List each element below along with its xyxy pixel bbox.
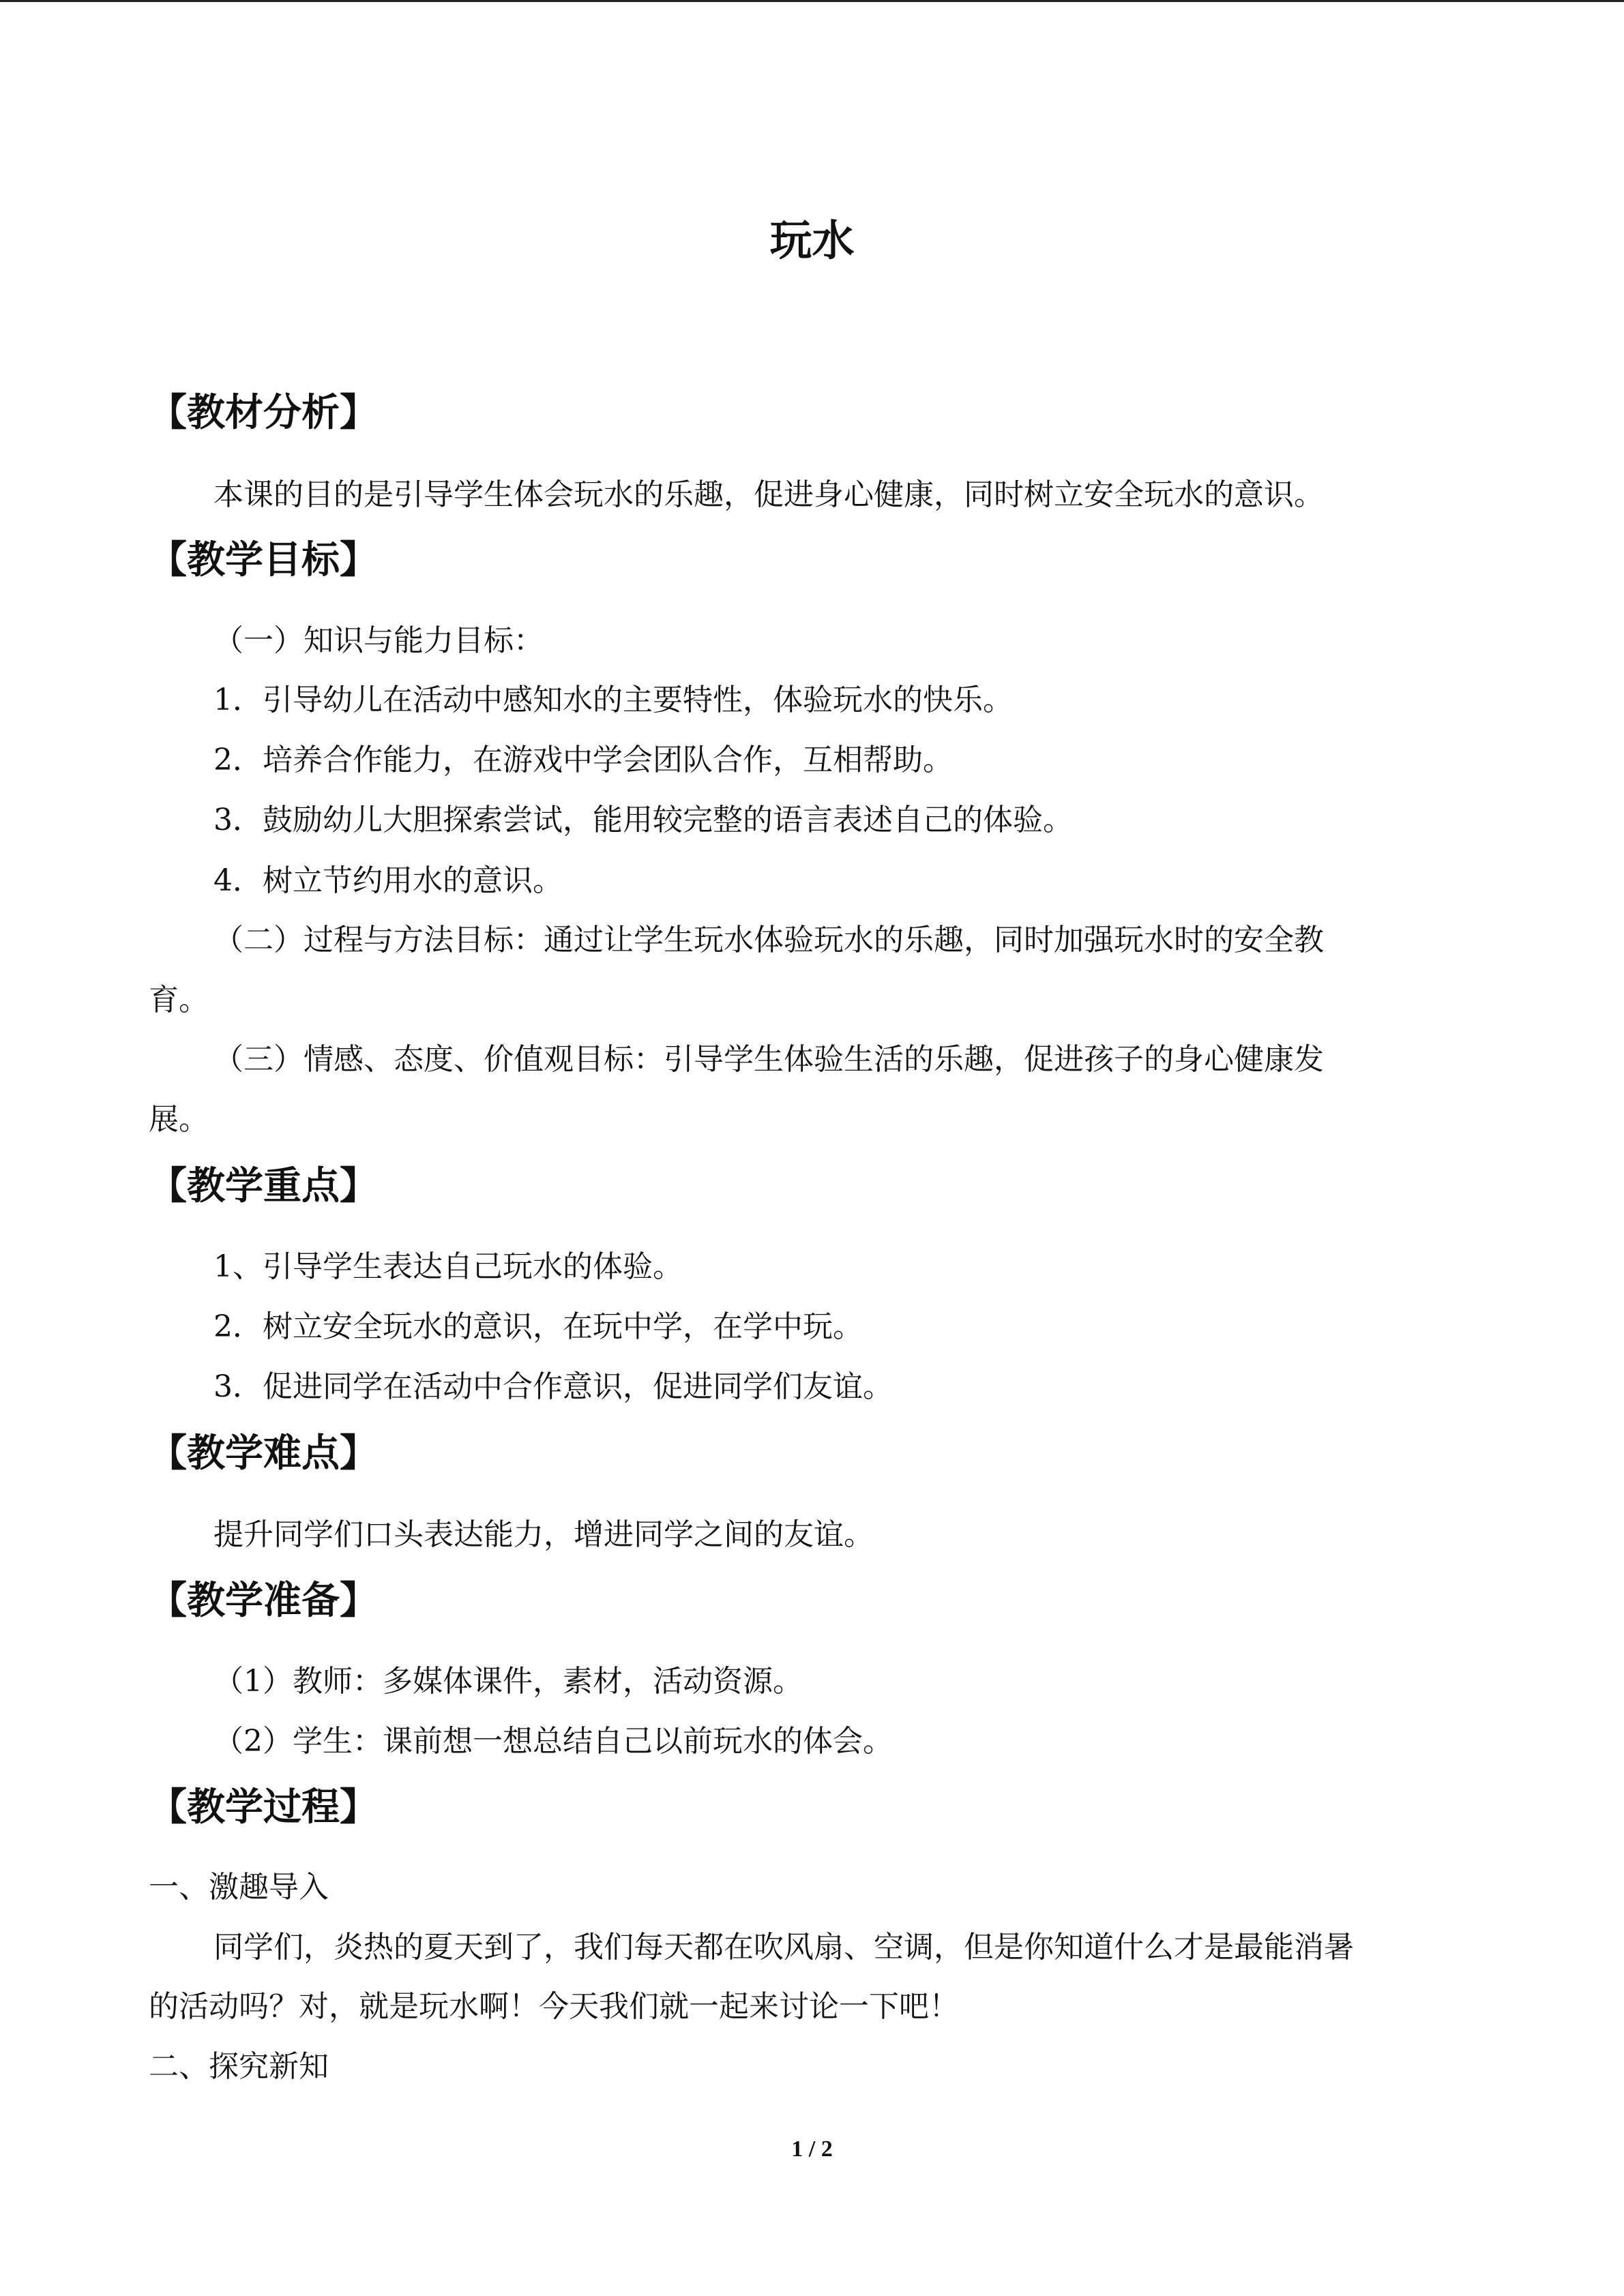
objective-subheading-1: （一）知识与能力目标：	[213, 623, 544, 658]
heading-objectives: 【教学目标】	[149, 538, 378, 582]
objective-subheading-2: （二）过程与方法目标：通过让学生玩水体验玩水的乐趣，同时加强玩水时的安全教	[213, 923, 1324, 957]
objective-item: 2．培养合作能力，在游戏中学会团队合作，互相帮助。	[213, 743, 953, 777]
key-point-item: 2．树立安全玩水的意识，在玩中学，在学中玩。	[213, 1309, 863, 1344]
process-step-1-text-cont: 的活动吗？对，就是玩水啊！今天我们就一起来讨论一下吧！	[149, 1989, 959, 2024]
heading-preparation: 【教学准备】	[149, 1579, 378, 1623]
heading-difficulties: 【教学难点】	[149, 1431, 378, 1476]
page-number: 1 / 2	[791, 2136, 833, 2162]
preparation-item: （1）教师：多媒体课件，素材，活动资源。	[213, 1664, 803, 1699]
document-title: 玩水	[769, 215, 855, 265]
objective-item: 3．鼓励幼儿大胆探索尝试，能用较完整的语言表述自己的体验。	[213, 803, 1073, 837]
objective-subheading-3-cont: 展。	[149, 1102, 209, 1137]
key-point-item: 1、引导学生表达自己玩水的体验。	[213, 1249, 683, 1284]
preparation-item: （2）学生：课前想一想总结自己以前玩水的体会。	[213, 1724, 893, 1759]
objective-item: 1．引导幼儿在活动中感知水的主要特性，体验玩水的快乐。	[213, 683, 1013, 717]
key-point-item: 3．促进同学在活动中合作意识，促进同学们友谊。	[213, 1369, 893, 1404]
analysis-text: 本课的目的是引导学生体会玩水的乐趣，促进身心健康，同时树立安全玩水的意识。	[213, 477, 1324, 512]
heading-key-points: 【教学重点】	[149, 1164, 378, 1208]
objective-item: 4．树立节约用水的意识。	[213, 863, 563, 898]
process-step-1: 一、激趣导入	[149, 1870, 329, 1905]
process-step-1-text: 同学们，炎热的夏天到了，我们每天都在吹风扇、空调，但是你知道什么才是最能消暑	[213, 1930, 1354, 1965]
difficulties-text: 提升同学们口头表达能力，增进同学之间的友谊。	[213, 1517, 874, 1552]
heading-process: 【教学过程】	[149, 1785, 378, 1830]
heading-analysis: 【教材分析】	[149, 391, 378, 435]
objective-subheading-2-cont: 育。	[149, 983, 209, 1017]
objective-subheading-3: （三）情感、态度、价值观目标：引导学生体验生活的乐趣，促进孩子的身心健康发	[213, 1042, 1324, 1077]
process-step-2: 二、探究新知	[149, 2049, 329, 2084]
